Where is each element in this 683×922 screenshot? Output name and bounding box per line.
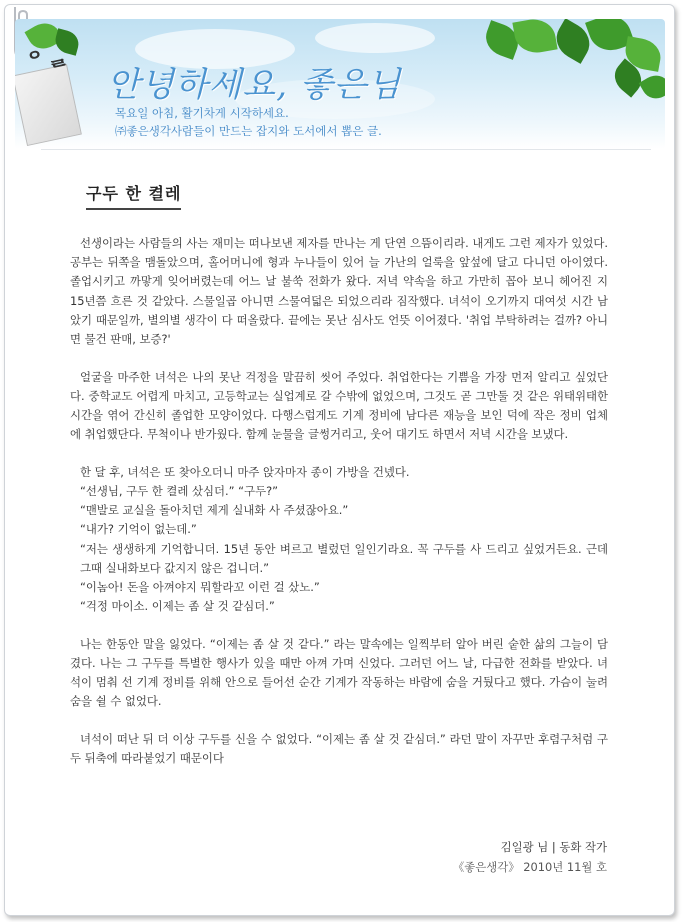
dialog-line: “선생님, 구두 한 켤레 샀심더.” “구두?”: [80, 484, 279, 499]
dialog-line: “걱정 마이소. 이제는 좀 살 것 같심더.”: [80, 599, 275, 614]
dialog-line: “저는 생생하게 기억합니더. 15년 동안 벼르고 별렀던 일인기라요. 꼭 구두를 사 드리고 싶었거든요. 근데 그때 실내화보다 값지지 않은 겁니더.”: [80, 541, 608, 575]
source-credit: 《좋은생각》 2010년 11월 호: [452, 860, 607, 874]
subtitle-line-1: 목요일 아침, 활기차게 시작하세요.: [115, 106, 289, 120]
subtitle-line-2: ㈜좋은생각사람들이 만드는 잡지와 도서에서 뽑은 글.: [115, 124, 382, 138]
leaf-icon: [639, 70, 665, 104]
dialog-block: [70, 463, 608, 617]
dialog-line: “내가? 기억이 없는데.”: [80, 522, 197, 537]
newspaper-lettering: ᄋᆯ: [23, 42, 71, 78]
greeting-title: 안녕하세요, 좋은님: [107, 65, 402, 105]
paragraph: 나는 한동안 말을 잃었다. “이제는 좀 살 것 같다.” 라는 말속에는 일찍부터 알아 버린 숱한 삶의 그늘이 담겼다. 나는 그 구두를 특별한 행사가 있을 때만 아껴 가며 신었다. 그러던 어느 날, 다급한 전화를 받았다. 녀석이 멈춰 선 기계 정비를 위해 안으로 들어선 순간 기계가 작동하는 바람에 숨을 거뒀다고 했다. 가슴이 눌려 숨을 쉴 수 없었다.: [70, 636, 608, 709]
divider: [41, 149, 651, 150]
paragraph: 녀석이 떠난 뒤 더 이상 구두를 신을 수 없었다. “이제는 좀 살 것 같심더.” 라던 말이 자꾸만 후렴구처럼 구두 뒤축에 따라붙었기 때문이다: [70, 732, 608, 766]
dialog-line: “이놈아! 돈을 아껴야지 뭐할라꼬 이런 걸 샀노.”: [80, 580, 320, 595]
header-banner: [15, 19, 665, 149]
article-body: [70, 234, 608, 787]
leaf-icon: [512, 19, 557, 56]
paragraph: 얼굴을 마주한 녀석은 나의 못난 걱정을 말끔히 씻어 주었다. 취업한다는 기쁨을 가장 먼저 알리고 싶었단다. 중학교도 어렵게 마치고, 고등학교는 실업계로 갈 수밖에 없었으며, 그것도 곧 그만둘 것 같은 위태위태한 시간을 엮어 간신히 졸업한 모양이었다. 다행스럽게도 기계 정비에 남다른 재능을 보인 덕에 작은 정비 업체에 취업했단다. 무척이나 반가웠다. 함께 눈물을 글썽거리고, 웃어 대기도 하면서 저녁 시간을 보냈다.: [70, 369, 608, 442]
article-title: 구두 한 켤레: [86, 181, 181, 210]
paragraph: 선생이라는 사람들의 사는 재미는 떠나보낸 제자를 만나는 게 단연 으뜸이리라. 내게도 그런 제자가 있었다. 공부는 뒤쪽을 맴돌았으며, 홀어머니에 형과 누나들이 있어 늘 가난의 얼룩을 앞섶에 달고 다니던 아이였다. 졸업시키고 까맣게 잊어버렸는데 어느 날 불쑥 전화가 왔다. 저녁 약속을 하고 가만히 꼽아 보니 헤어진 지 15년쯤 흐른 것 같았다. 스물일곱 아니면 스물여덟은 되었으리라 짐작했다. 녀석이 오기까지 대여섯 시간 남았기 때문일까, 별의별 생각이 다 떠올랐다. 끝에는 못난 심사도 언뜻 이어졌다. '취업 부탁하려는 걸까? 아니면 물건 판매, 보증?': [70, 236, 608, 347]
dialog-line: 한 달 후, 녀석은 또 찾아오더니 마주 앉자마자 종이 가방을 건넸다.: [80, 464, 410, 479]
dialog-line: “맨발로 교실을 돌아치던 제게 실내화 사 주셨잖아요.”: [80, 503, 349, 518]
newspaper-icon: [15, 64, 82, 146]
author-credit: 김일광 님 | 동화 작가: [500, 840, 607, 854]
